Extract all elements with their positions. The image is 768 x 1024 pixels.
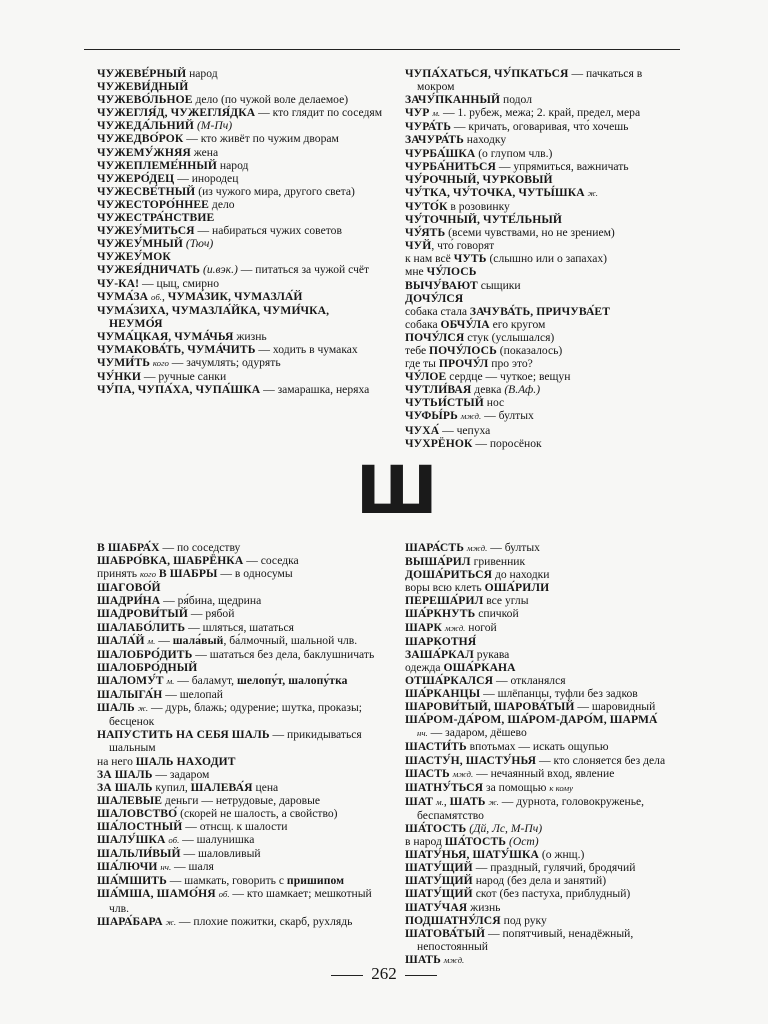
dictionary-entry: ШАЛЬЛИ́ВЫЙ — шаловливый: [97, 847, 261, 861]
dictionary-entry: ЧУЖЕПЛЕМЕ́ННЫЙ народ: [97, 158, 249, 172]
dictionary-entry: ШАЛЬ ж. — дурь, блажь; одурение; шутка, проказы; бесценок: [97, 701, 362, 729]
dictionary-entry: ЧУМАКОВА́ТЬ, ЧУМА́ЧИТЬ — ходить в чумаках: [97, 342, 358, 356]
dictionary-entry: ШАЛОБРО́ДИТЬ — шататься без дела, баклушничать: [97, 647, 375, 661]
dictionary-entry: ЧУ́ПА, ЧУПА́ХА, ЧУПА́ШКА — замарашка, неряха: [97, 383, 370, 397]
dictionary-entry: ЧУПА́ХАТЬСЯ, ЧУ́ПКАТЬСЯ — пачкаться в мокром: [405, 67, 643, 94]
dictionary-entry: ЧУХА́ — чепуха: [405, 423, 491, 437]
dictionary-entry: ЧУЙ, что́ говорят: [405, 239, 495, 253]
dictionary-entry: ША́МША, ШАМО́НЯ об. — кто шамкает; мешкотный члв.: [97, 887, 372, 915]
column-bottom-left: [97, 541, 383, 929]
dictionary-entry: ЧУЖЕДА́ЛЬНИЙ (М-Пч): [97, 119, 233, 133]
dictionary-entry: ШАТУ́ЩИЙ народ (без дела и занятий): [405, 874, 607, 888]
dictionary-entry: ЧУ́ЛОЕ сердце — чуткое; вещун: [405, 370, 571, 384]
dictionary-entry: ША́ЛЮЧИ нч. — шаля: [97, 860, 214, 874]
dictionary-entry: ША́ЛОСТНЫЙ — отнсщ. к шалости: [97, 819, 288, 833]
dictionary-entry: ПОЧУ́ЛСЯ стук (услышался): [405, 330, 555, 344]
dictionary-entry: ПЕРЕША́РИЛ все углы: [405, 594, 529, 608]
dictionary-entry: ШАРА́БАРА ж. — плохие пожитки, скарб, рухлядь: [97, 914, 353, 928]
dictionary-entry: ШАДРИ́НА — ря́бина, щедрина: [97, 594, 262, 608]
column-top-right: [405, 67, 667, 450]
dictionary-entry: ВЫША́РИЛ гривенник: [405, 555, 526, 569]
dictionary-entry: ДОЧУ́ЛСЯ: [405, 291, 464, 305]
dictionary-entry: ШАЛЕВЫЕ деньги — нетрудовые, даровые: [97, 793, 321, 807]
dictionary-entry: ШАРКОТНЯ́: [405, 634, 477, 648]
dictionary-entry: ШАТУ́НЬЯ, ШАТУ́ШКА (о жнщ.): [405, 848, 585, 862]
dictionary-entry: ШАСТЬ мжд. — нечаянный вход, явление: [405, 766, 615, 780]
dictionary-entry: ЧУ́ТКА, ЧУ́ТОЧКА, ЧУТЫ́ШКА ж.: [405, 185, 598, 199]
dictionary-entry: ШАТУ́ЩИЙ — праздный, гулячий, бродячий: [405, 861, 636, 875]
dictionary-entry: ЧУЖЕВИ́ДНЫЙ: [97, 80, 189, 94]
footer-dash-right: [405, 975, 437, 976]
dictionary-entry: мне ЧУ́ЛОСЬ: [405, 265, 477, 279]
dictionary-entry: ШАТУ́ЧАЯ жизнь: [405, 900, 501, 914]
dictionary-entry: ОТША́РКАЛСЯ — откланялся: [405, 673, 566, 687]
dictionary-entry: ШАТЬ мжд.: [405, 952, 465, 966]
dictionary-entry: ЧУЖЕУ́МНЫЙ (Тюч): [97, 237, 214, 251]
dictionary-entry: ЧУТЛИ́ВАЯ девка (В.Аф.): [405, 383, 541, 397]
dictionary-entry: ЧУТЬИ́СТЫЙ нос: [405, 396, 505, 410]
dictionary-entry: ШАЛОМУ́Т м. — баламут, шелопу́т, шалопу́тка: [97, 673, 348, 687]
dictionary-entry: ЧУЖЕГЛЯ́Д, ЧУЖЕГЛЯ́ДКА — кто глядит по соседям: [97, 106, 383, 120]
dictionary-entry: ШАСТИ́ТЬ впотьмах — искать ощупью: [405, 740, 609, 754]
dictionary-entry: ЗАЧУРА́ТЬ находку: [405, 133, 507, 147]
dictionary-entry: ПОДШАТНУ́ЛСЯ под руку: [405, 913, 547, 927]
dictionary-entry: ЧУЖЕМУ́ЖНЯЯ жена: [97, 145, 219, 159]
dictionary-entry: ЧУЖЕРО́ДЕЦ — инородец: [97, 171, 239, 185]
dictionary-entry: ША́РОМ-ДА́РОМ, ША́РОМ-ДАРО́М, ШАРМА́ нч. — задаром, дёшево: [405, 713, 658, 740]
dictionary-entry: ЧУМА́ЗИХА, ЧУМАЗЛА́ЙКА, ЧУМИ́ЧКА, НЕУМО́Я: [97, 303, 330, 330]
dictionary-entry: тебе ПОЧУ́ЛОСЬ (показалось): [405, 343, 563, 357]
dictionary-entry: ЧУМА́ЦКАЯ, ЧУМА́ЧЬЯ жизнь: [97, 329, 267, 343]
dictionary-entry: ЧУТО́К в розовинку: [405, 199, 510, 213]
dictionary-entry: ЧУ́ЯТЬ (всеми чувствами, но не зрением): [405, 226, 615, 240]
footer-dash-left: [331, 975, 363, 976]
dictionary-entry: на него ШАЛЬ НАХОДИТ: [97, 754, 236, 768]
dictionary-entry: ШАРК мжд. ногой: [405, 620, 497, 634]
dictionary-entry: ЧУЖЕВЕ́РНЫЙ народ: [97, 67, 218, 80]
dictionary-entry: ЗАЧУ́ПКАННЫЙ подол: [405, 93, 532, 107]
dictionary-entry: ЧУР м. — 1. рубеж, межа; 2. край, предел, мера: [405, 106, 641, 120]
dictionary-entry: ШАТ м., ШАТЬ ж. — дурнота, головокруженье, беспамятство: [405, 794, 645, 822]
column-bottom-right: [405, 541, 667, 967]
dictionary-entry: ЧУХРЁНОК — поросёнок: [405, 436, 542, 450]
dictionary-entry: ШАЛАБО́ЛИТЬ — шляться, шататься: [97, 620, 294, 634]
dictionary-entry: ЧУРА́ТЬ — кричать, оговаривая, что́ хочешь: [405, 120, 629, 134]
dictionary-entry: принять кого В ШАБРЫ — в односумы: [97, 567, 293, 581]
dictionary-entry: ЗА ШАЛЬ — задаром: [97, 767, 210, 781]
dictionary-entry: ЧУМИ́ТЬ кого — зачумлять; одурять: [97, 356, 281, 370]
top-rule: [84, 49, 680, 50]
dictionary-entry: где ты ПРОЧУ́Л про это?: [405, 357, 533, 371]
dictionary-entry: ШАЛУ́ШКА об. — шалунишка: [97, 833, 255, 847]
dictionary-entry: ЧУ́РОЧНЫЙ, ЧУРКОВЫЙ: [405, 172, 553, 186]
dictionary-entry: собака ОБЧУ́ЛА его кругом: [405, 317, 546, 331]
dictionary-entry: ЧУЖЕСТРА́НСТВИЕ: [97, 211, 215, 225]
page-number-footer: [0, 964, 768, 984]
dictionary-entry: ЧУ́НКИ — ручные санки: [97, 370, 227, 384]
dictionary-entry: ЧУФЫ́РЬ мжд. — бултых: [405, 409, 534, 423]
dictionary-entry: ША́РКАНЦЫ — шлёпанцы, туфли без задков: [405, 687, 638, 701]
column-top-left: [97, 67, 383, 396]
dictionary-entry: ШАСТУ́Н, ШАСТУ́НЬЯ — кто слоняется без дела: [405, 753, 666, 767]
dictionary-entry: ШАЛА́Й м. — шала́вый, ба́лмочный, шальной члв.: [97, 633, 358, 647]
dictionary-entry: ШАТОВА́ТЫЙ — попятчивый, ненадёжный, непостоянный: [405, 926, 634, 953]
dictionary-entry: ЧУ-КА! — цыц, смирно: [97, 276, 219, 290]
dictionary-entry: ШАБРО́ВКА, ШАБРЁНКА — соседка: [97, 554, 299, 568]
dictionary-entry: ШАРОВИ́ТЫЙ, ШАРОВА́ТЫЙ — шаровидный: [405, 700, 656, 714]
dictionary-entry: ША́ТОСТЬ (Дй, Лс, М-Пч): [405, 821, 543, 835]
dictionary-entry: ЗАША́РКАЛ рукава: [405, 647, 510, 661]
dictionary-entry: ЧУЖЕСВЕ́ТНЫЙ (из чужого мира, другого света): [97, 184, 355, 198]
dictionary-entry: ЧУЖЕЯ́ДНИЧАТЬ (и.вэк.) — питаться за чужой счёт: [97, 263, 370, 277]
dictionary-entry: ЧУЖЕСТОРО́ННЕЕ дело: [97, 197, 235, 211]
dictionary-entry: ЧУЖЕУ́МОК: [97, 250, 171, 264]
dictionary-entry: ШАЛОБРО́ДНЫЙ: [97, 660, 198, 674]
dictionary-entry: ЧУРБА́ШКА (о глупом члв.): [405, 146, 553, 160]
dictionary-entry: ШАТНУ́ТЬСЯ за помощью к кому: [405, 780, 574, 794]
section-letter: Ш: [356, 452, 438, 529]
dictionary-entry: одежда ОША́РКАНА: [405, 660, 516, 674]
dictionary-entry: В ШАБРА́Х — по соседству: [97, 541, 241, 554]
dictionary-entry: собака стала ЗАЧУВА́ТЬ, ПРИЧУВА́ЕТ: [405, 304, 611, 318]
dictionary-entry: в народ ША́ТОСТЬ (Ост): [405, 835, 539, 849]
dictionary-entry: ЧУЖЕУ́МИТЬСЯ — набираться чужих советов: [97, 224, 342, 238]
dictionary-entry: ЧУ́ТОЧНЫЙ, ЧУТЕ́ЛЬНЫЙ: [405, 213, 563, 227]
dictionary-entry: НАПУСТИТЬ НА СЕБЯ ШАЛЬ — прикидываться шальным: [97, 728, 362, 755]
dictionary-entry: ЧУЖЕВО́ЛЬНОЕ дело (по чужой воле делаемое): [97, 93, 349, 107]
dictionary-entry: ША́РКНУТЬ спичкой: [405, 607, 519, 621]
dictionary-entry: ДОША́РИТЬСЯ до находки: [405, 568, 550, 582]
dictionary-entry: ШАТУ́ЩИЙ скот (без пастуха, приблудный): [405, 887, 631, 901]
dictionary-entry: ЗА ШАЛЬ купил, ШАЛЕВА́Я цена: [97, 780, 279, 794]
dictionary-entry: ВЫЧУ́ВАЮТ сыщики: [405, 278, 521, 292]
dictionary-entry: ЧУМА́ЗА об., ЧУМА́ЗИК, ЧУМАЗЛА́Й: [97, 289, 303, 303]
dictionary-entry: к нам всё ЧУТЬ (слышно или о запахах): [405, 252, 608, 266]
dictionary-entry: ШАДРОВИ́ТЫЙ — рябой: [97, 607, 235, 621]
dictionary-entry: ШАГОВО́Й: [97, 581, 161, 595]
dictionary-entry: ШАРА́СТЬ мжд. — бултых: [405, 541, 540, 554]
page-number: 262: [371, 964, 397, 983]
dictionary-entry: ЧУЖЕДВО́РОК — кто живёт по чужим дворам: [97, 132, 339, 146]
dictionary-entry: ША́МШИТЬ — шамкать, говорить с пришипом: [97, 874, 345, 888]
dictionary-entry: ШАЛЫГА́Н — шелопай: [97, 688, 223, 702]
dictionary-entry: ЧУРБА́НИТЬСЯ — упрямиться, важничать: [405, 159, 629, 173]
dictionary-entry: воры всю клеть ОША́РИЛИ: [405, 581, 550, 595]
dictionary-entry: ШАЛОВСТВО́ (скорей не шалость, а свойство): [97, 806, 338, 820]
